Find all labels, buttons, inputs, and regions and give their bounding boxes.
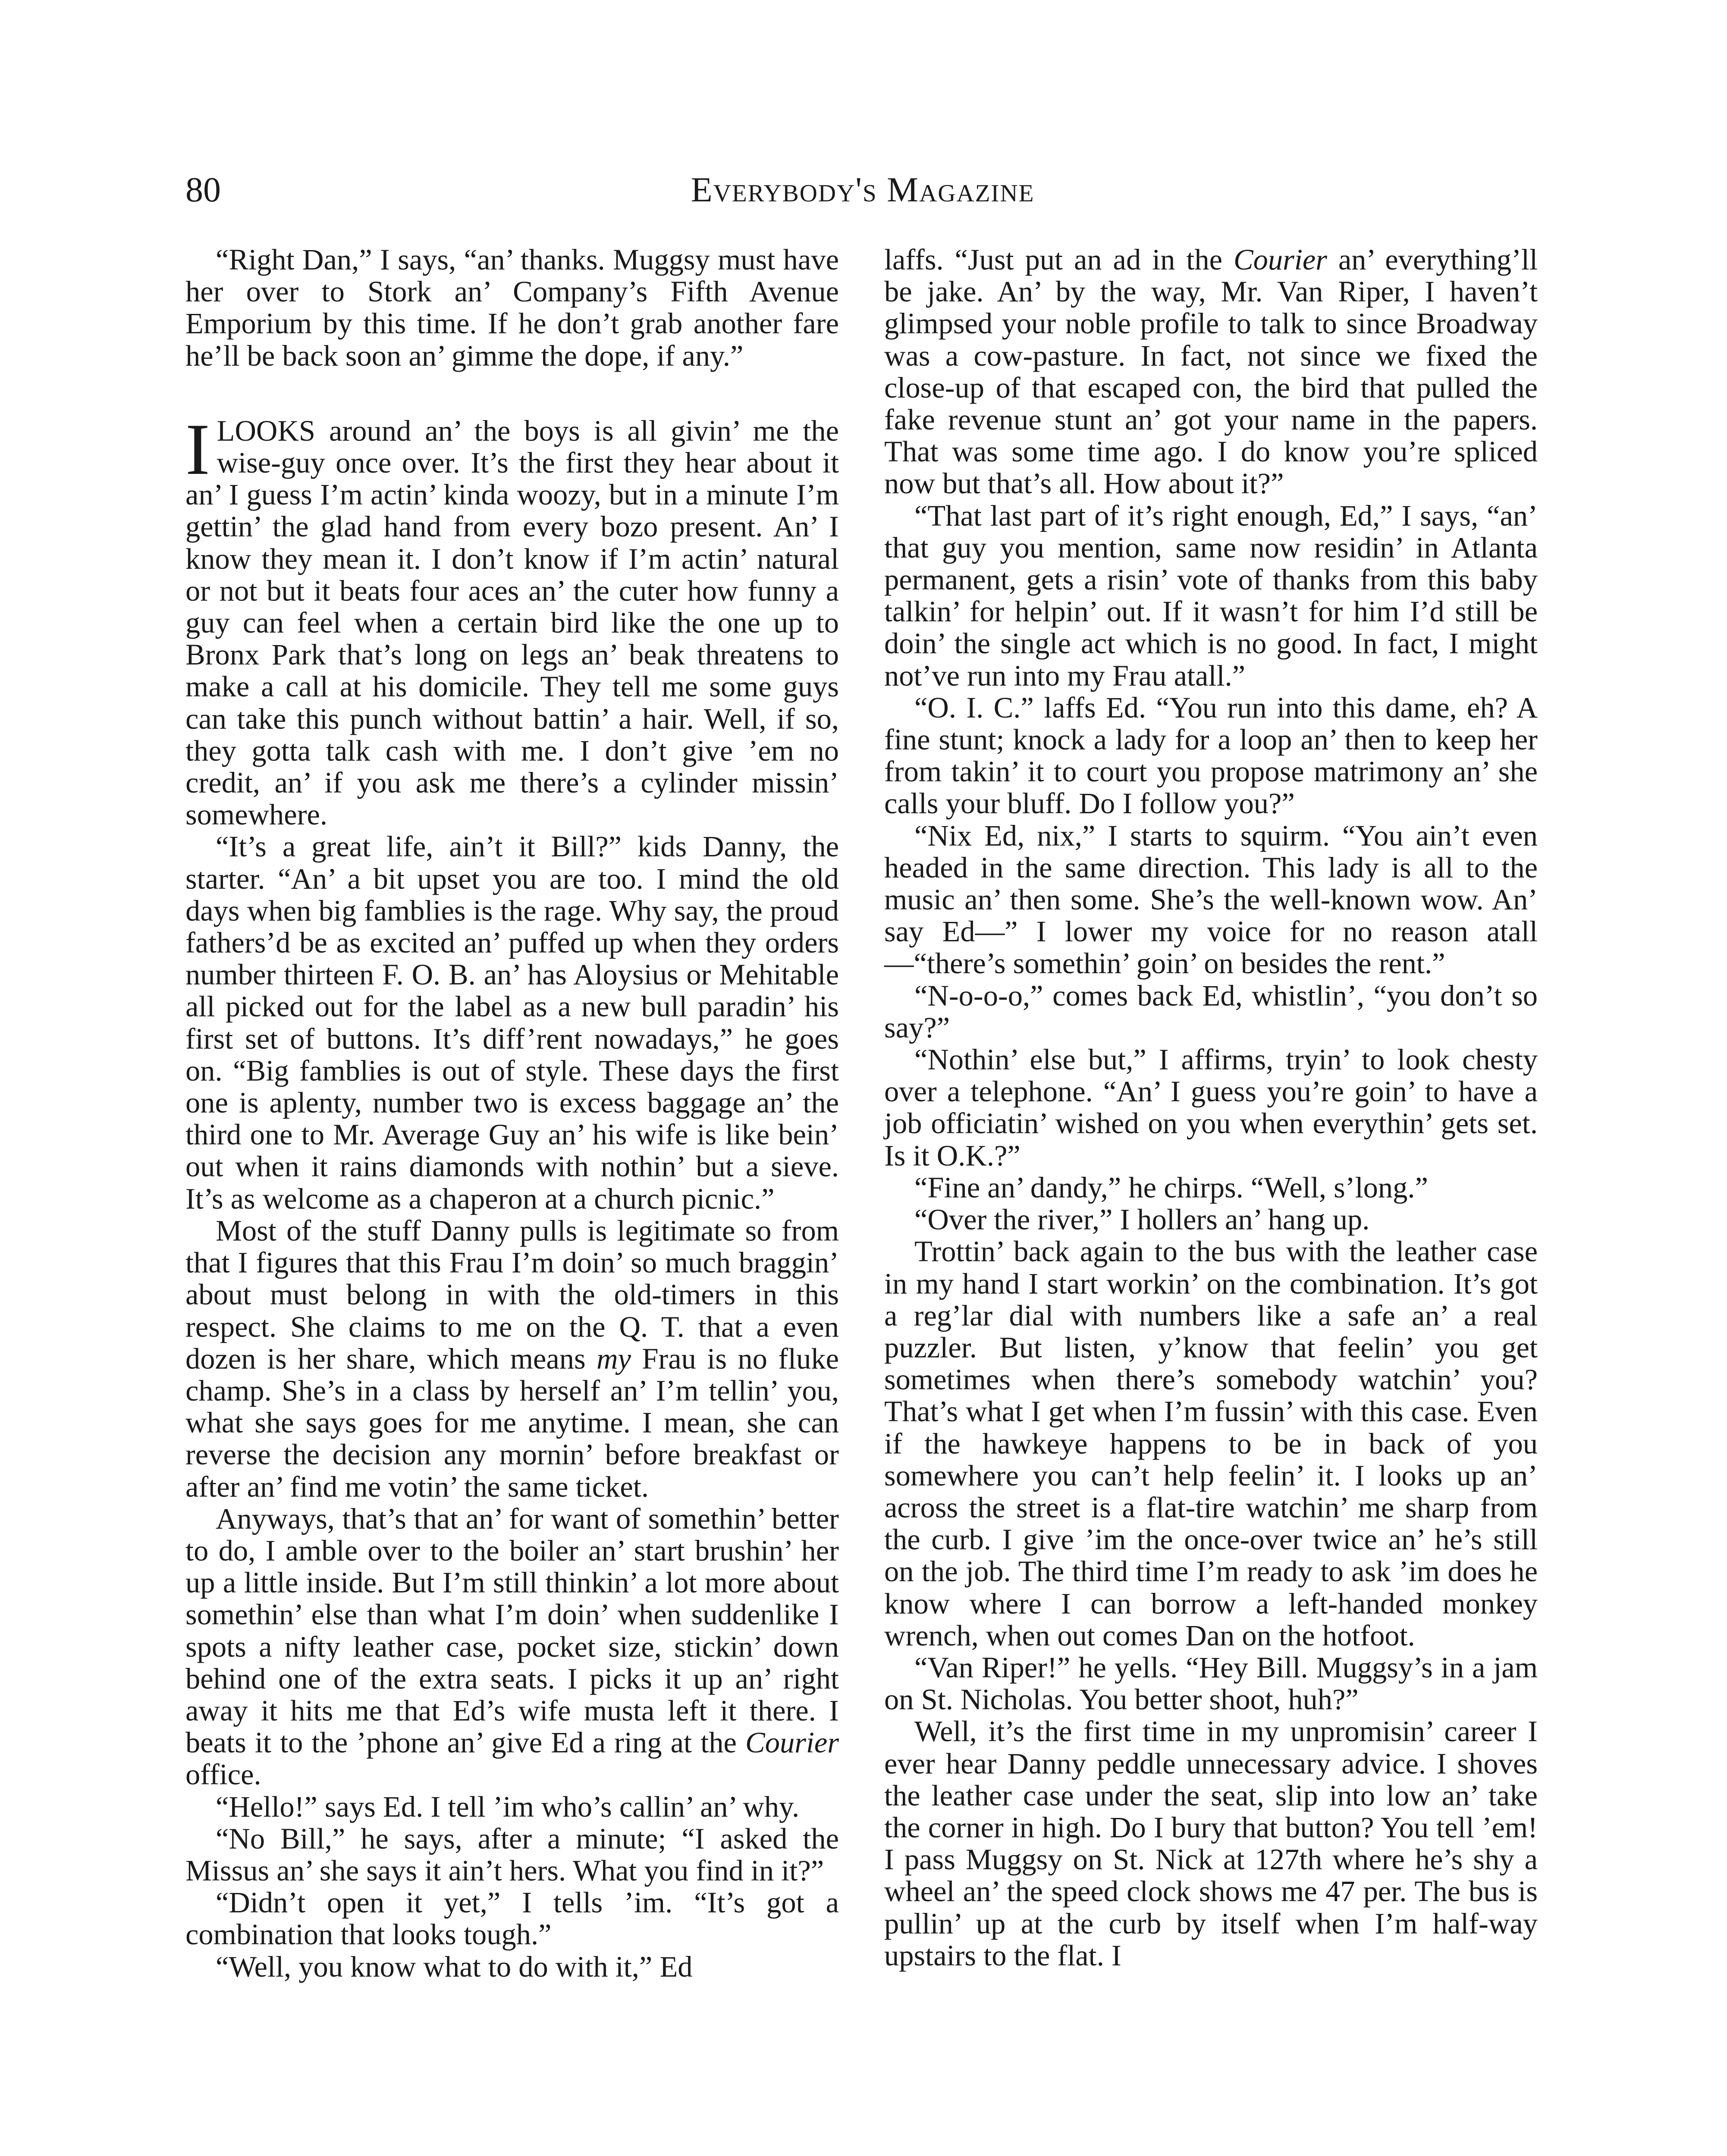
- paragraph: “Well, you know what to do with it,” Ed: [216, 1950, 693, 1983]
- paragraph: Well, it’s the first time in my unpromisin’ career I ever hear Danny peddle unnecessary advice. I shoves the leather case under the seat, slip into low an’ take the corner in high. Do I bury that button? You tell ’em! I pass Muggsy on St. Nick at 127th where he’s shy a wheel an’ the speed clock shows me 47 per. The bus is pullin’ up at the curb by itself when I’m half-way upstairs to the flat. I: [884, 1715, 1538, 1972]
- page-number: 80: [185, 170, 221, 209]
- italic-word: my: [597, 1342, 631, 1375]
- paragraph: [185, 1503, 839, 1791]
- paragraph: “Fine an’ dandy,” he chirps. “Well, s’long.”: [914, 1171, 1428, 1204]
- paragraph: “Over the river,” I hollers an’ hang up.: [914, 1203, 1370, 1236]
- paragraph: “Van Riper!” he yells. “Hey Bill. Muggsy’s in a jam on St. Nicholas. You better shoot, huh?”: [884, 1651, 1538, 1716]
- lead-word: LOOKS: [217, 414, 315, 447]
- paragraph: [884, 244, 1538, 500]
- paragraph: “No Bill,” he says, after a minute; “I asked the Missus an’ she says it ain’t hers. What you find in it?”: [185, 1822, 839, 1887]
- paragraph-text: office.: [185, 1758, 261, 1791]
- paragraph: “Right Dan,” I says, “an’ thanks. Muggsy must have her over to Stork an’ Company’s Fifth Avenue Emporium by this time. If he don’t grab another fare he’ll be back soon an’ gimme the dope, if any.”: [185, 243, 839, 372]
- right-column: [884, 244, 1538, 1971]
- paragraph-text: laffs. “Just put an ad in the: [884, 243, 1234, 276]
- running-header: [185, 168, 1540, 220]
- dropcap-paragraph: [185, 408, 839, 831]
- paragraph: “O. I. C.” laffs Ed. “You run into this dame, eh? A fine stunt; knock a lady for a loop an’ then to keep her from takin’ it to court you propose matrimony an’ she calls your bluff. Do I follow you?”: [884, 691, 1538, 820]
- italic-word: Courier: [745, 1726, 839, 1759]
- paragraph: “Nix Ed, nix,” I starts to squirm. “You ain’t even headed in the same direction. This lady is all to the music an’ then some. She’s the well-known wow. An’ say Ed—” I lower my voice for no reason atall—“there’s somethin’ goin’ on besides the rent.”: [884, 819, 1538, 980]
- italic-word: Courier: [1233, 243, 1327, 276]
- paragraph: “It’s a great life, ain’t it Bill?” kids Danny, the starter. “An’ a bit upset you are too. I mind the old days when big famblies is the rage. Why say, the proud fathers’d be as excited an’ puffed up when they orders number thirteen F. O. B. an’ has Aloysius or Mehitable all picked out for the label as a new bull paradin’ his first set of buttons. It’s diff’rent nowadays,” he goes on. “Big famblies is out of style. These days the first one is aplenty, number two is excess baggage an’ the third one to Mr. Average Guy an’ his wife is like bein’ out when it rains diamonds with nothin’ but a sieve. It’s as welcome as a chaperon at a church picnic.”: [185, 830, 839, 1215]
- paragraph: “That last part of it’s right enough, Ed,” I says, “an’ that guy you mention, same now residin’ in Atlanta permanent, gets a risin’ vote of thanks from this baby talkin’ for helpin’ out. If it wasn’t for him I’d still be doin’ the single act which is no good. In fact, I might not’ve run into my Frau atall.”: [884, 499, 1538, 692]
- paragraph: “Hello!” says Ed. I tell ’im who’s callin’ an’ why.: [216, 1790, 800, 1823]
- paragraph: “Nothin’ else but,” I affirms, tryin’ to look chesty over a telephone. “An’ I guess you’re goin’ to have a job officiatin’ wished on you when everythin’ gets set. Is it O.K.?”: [884, 1043, 1538, 1172]
- left-column: [185, 244, 839, 1983]
- paragraph: “Didn’t open it yet,” I tells ’im. “It’s got a combination that looks tough.”: [185, 1886, 839, 1951]
- paragraph: [185, 1215, 839, 1503]
- paragraph: “N-o-o-o,” comes back Ed, whistlin’, “you don’t so say?”: [884, 979, 1538, 1044]
- paragraph: Trottin’ back again to the bus with the leather case in my hand I start workin’ on the combination. It’s got a reg’lar dial with numbers like a safe an’ a real puzzler. But listen, y’know that feelin’ you get sometimes when there’s somebody watchin’ you? That’s what I get when I’m fussin’ with this case. Even if the hawkeye happens to be in back of you somewhere you can’t help feelin’ it. I looks up an’ across the street is a flat-tire watchin’ me sharp from the curb. I give ’im the once-over twice an’ he’s still on the job. The third time I’m ready to ask ’im does he know where I can borrow a left-handed monkey wrench, when out comes Dan on the hotfoot.: [884, 1235, 1538, 1652]
- magazine-title: Everybody's Magazine: [691, 170, 1035, 209]
- paragraph-text: Frau is no fluke champ. She’s in a class by herself an’ I’m tellin’ you, what she says goes for me anytime. I mean, she can reverse the decision any mornin’ before breakfast or after an’ find me votin’ the same ticket.: [185, 1342, 839, 1503]
- drop-cap: I: [185, 408, 210, 490]
- paragraph-text: around an’ the boys is all givin’ me the wise-guy once over. It’s the first they hear about it an’ I guess I’m actin’ kinda woozy, but in a minute I’m gettin’ the glad hand from every bozo present. An’ I know they mean it. I don’t know if I’m actin’ natural or not but it beats four aces an’ the cuter how funny a guy can feel when a certain bird like the one up to Bronx Park that’s long on legs an’ beak threatens to make a call at his domicile. They tell me some guys can take this punch without battin’ a hair. Well, if so, they gotta talk cash with me. I don’t give ’em no credit, an’ if you ask me there’s a cylinder missin’ somewhere.: [185, 414, 839, 831]
- paragraph-text: Most of the stuff Danny pulls is legitimate so from that I figures that this Frau I’m doin’ so much braggin’ about must belong in with the old-timers in this respect. She claims to me on the Q. T. that a even dozen is her share, which means: [185, 1214, 839, 1375]
- paragraph-text: Anyways, that’s that an’ for want of somethin’ better to do, I amble over to the boiler an’ start brushin’ her up a little inside. But I’m still thinkin’ a lot more about somethin’ else than what I’m doin’ when suddenlike I spots a nifty leather case, pocket size, stickin’ down behind one of the extra seats. I picks it up an’ right away it hits me that Ed’s wife musta left it there. I beats it to the ’phone an’ give Ed a ring at the: [185, 1502, 839, 1759]
- paragraph-text: an’ everything’ll be jake. An’ by the way, Mr. Van Riper, I haven’t glimpsed your noble profile to talk to since Broadway was a cow-pasture. In fact, not since we fixed the close-up of that escaped con, the bird that pulled the fake revenue stunt an’ got your name in the papers. That was some time ago. I do know you’re spliced now but that’s all. How about it?”: [884, 243, 1538, 500]
